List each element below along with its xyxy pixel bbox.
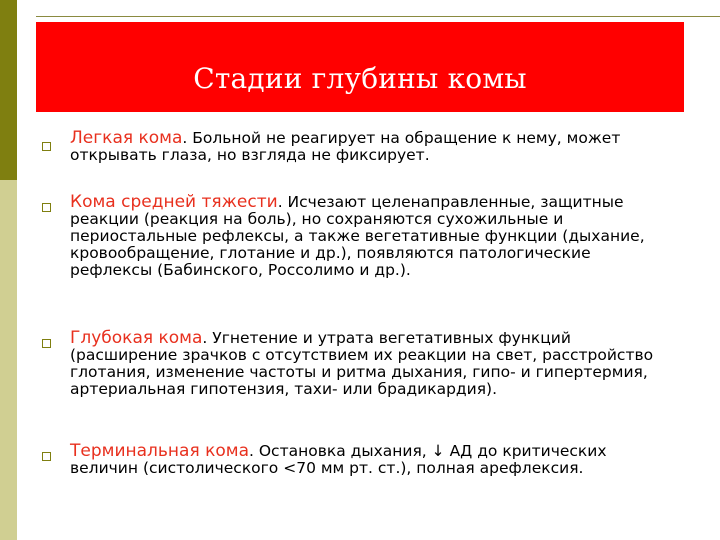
term-terminal-coma: Терминальная кома bbox=[70, 441, 249, 461]
bullet-square-icon bbox=[42, 142, 51, 151]
list-item-mild-coma bbox=[70, 130, 670, 164]
bullet-square-icon bbox=[42, 339, 51, 348]
desc-terminal-coma: . Остановка дыхания, ↓ АД до критических величин (систолического <70 мм рт. ст.), полная арефлексия. bbox=[70, 442, 607, 477]
list-item-deep-coma bbox=[70, 330, 670, 398]
bullet-square-icon bbox=[42, 452, 51, 461]
term-moderate-coma: Кома средней тяжести bbox=[70, 192, 278, 212]
list-item-terminal-coma bbox=[70, 443, 670, 477]
term-deep-coma: Глубокая кома bbox=[70, 328, 203, 348]
bullet-square-icon bbox=[42, 203, 51, 212]
desc-mild-coma: . Больной не реагирует на обращение к нему, может открывать глаза, но взгляда не фиксирует. bbox=[70, 129, 621, 164]
desc-deep-coma: . Угнетение и утрата вегетативных функций (расширение зрачков с отсутствием их реакции на свет, расстройство глотания, изменение частоты и ритма дыхания, гипо- и гипертермия, артериальная гипотензия, тахи- или брадикардия). bbox=[70, 329, 654, 398]
slide-title: Стадии глубины комы bbox=[193, 62, 527, 95]
desc-moderate-coma: . Исчезают целенаправленные, защитные реакции (реакция на боль), но сохраняются сухожильные и периостальные рефлексы, а также вегетативные функции (дыхание, кровообращение, глотание и др.), появляются патологические рефлексы (Бабинского, Россолимо и др.). bbox=[70, 193, 645, 279]
list-item-moderate-coma bbox=[70, 194, 670, 279]
term-mild-coma: Легкая кома bbox=[70, 128, 183, 148]
